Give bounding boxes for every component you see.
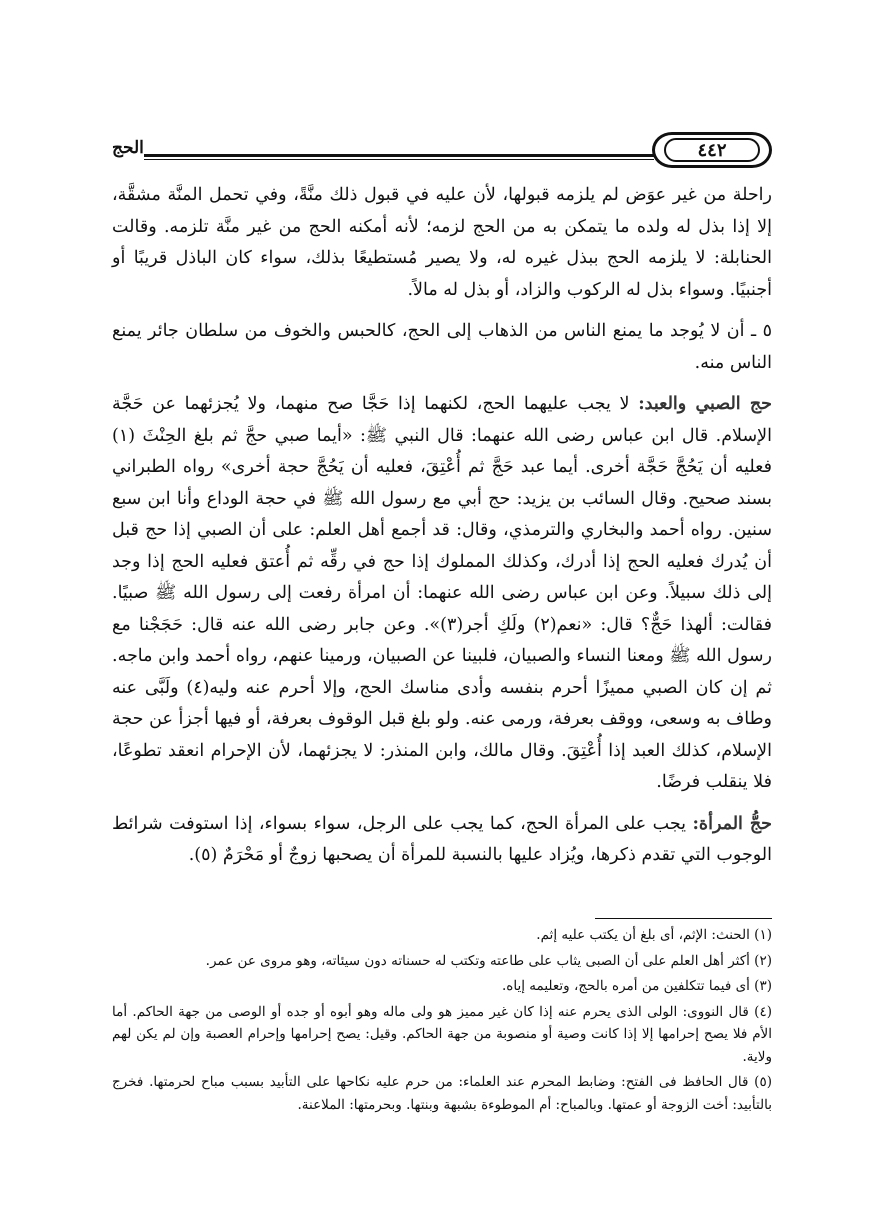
paragraph-1: راحلة من غير عوَض لم يلزمه قبولها، لأن عليه في قبول ذلك منَّةً، وفي تحمل المنَّة مشقَّة، إلا إذا بذل له ولده ما يتمكن به من الحج لزمه؛ لأنه أمكنه الحج من غير منَّة تلزمه. وقالت الحنابلة: لا يلزمه الحج ببذل غيره له، ولا يصير مُستطيعًا بذلك، سواء كان الباذل قريبًا أو أجنبيًا. وسواء بذل له الركوب والزاد، أو بذل له مالاً. bbox=[112, 185, 772, 300]
page-number-badge bbox=[652, 132, 772, 168]
footnotes bbox=[112, 924, 772, 1119]
page-header bbox=[112, 132, 772, 172]
section-heading-woman: حجُّ المرأة: bbox=[692, 813, 772, 834]
footnote-3: (٣) أى فيما تتكلفين من أمره بالحج، وتعليمه إياه. bbox=[502, 978, 772, 994]
header-rule bbox=[144, 154, 654, 157]
section-heading-child-slave: حج الصبي والعبد: bbox=[638, 394, 772, 414]
footnote-1: (١) الحنث: الإثم، أى بلغ أن يكتب عليه إثم. bbox=[536, 927, 772, 943]
footnote-separator bbox=[595, 918, 772, 919]
main-text bbox=[112, 180, 772, 882]
paragraph-3-text: لا يجب عليهما الحج، لكنهما إذا حَجَّا صح منهما، ولا يُجزئهما عن حَجَّة الإسلام. قال ابن عباس رضى الله عنهما: قال النبي ﷺ: «أيما صبي حجَّ ثم بلغ الحِنْثَ (١) فعليه أن يَحُجَّ حَجَّة أخرى. أيما عبد حَجَّ ثم أُعْتِقَ، فعليه أن يَحُجَّ حجة أخرى» رواه الطبراني بسند صحيح. وقال السائب بن يزيد: حج أبي مع رسول الله ﷺ في حجة الوداع وأنا ابن سبع سنين. رواه أحمد والبخاري والترمذي، وقال: قد أجمع أهل العلم: على أن الصبي إذا حج قبل أن يُدرك فعليه الحج إذا أدرك، وكذلك المملوك إذا حج في رقِّه ثم أُعتق فعليه الحج إذا وجد إلى ذلك سبيلاً. وعن ابن عباس رضى الله عنهما: أن امرأة رفعت إلى رسول الله ﷺ صبيًا. فقالت: ألهذا حَجٌّ؟ قال: «نعم(٢) ولَكِ أجر(٣)». وعن جابر رضى الله عنه قال: حَجَجْنا مع رسول الله ﷺ ومعنا النساء والصبيان، فلبينا عن الصبيان، ورمينا عنهم، رواه أحمد وابن ماجه. ثم إن كان الصبي مميزًا أحرم بنفسه وأدى مناسك الحج، وإلا أحرم عنه وليه(٤) ولَبَّى عنه وطاف به وسعى، ووقف بعرفة، ورمى عنه. ولو بلغ قبل الوقوف بعرفة، أو فيها أجزأ عن حجة الإسلام، كذلك العبد إذا أُعْتِقَ. وقال مالك، وابن المنذر: لا يجزئهما، لأن الإحرام انعقد تطوعًا، فلا ينقلب فرضًا. bbox=[112, 394, 772, 792]
footnote-2: (٢) أكثر أهل العلم على أن الصبى يثاب على طاعته وتكتب له حسناته دون سيئاته، وهو مروى عن عمر. bbox=[205, 952, 772, 969]
paragraph-4 bbox=[112, 809, 772, 872]
footnote-5: (٥) قال الحافظ فى الفتح: وضابط المحرم عند العلماء: من حرم عليه نكاحها على التأبيد بسبب مباح لحرمتها. فخرج بالتأبيد: أخت الزوجة أو عمتها. وبالمباح: أم الموطوءة بشبهة وبنتها. وبحرمتها: الملاعنة. bbox=[112, 1074, 772, 1113]
footnote-4: (٤) قال النووى: الولى الذى يحرم عنه إذا كان غير مميز هو ولى ماله وهو أبوه أو جده أو الوصى من جهة الحاكم. أما الأم فلا يصح إحرامها إلا إذا كانت وصية أو منصوبة من جهة الحاكم. وقيل: يصح إحرامها وإحرام العصبة وإن لم يكن لهم ولاية. bbox=[112, 1003, 772, 1065]
paragraph-2: ٥ ـ أن لا يُوجد ما يمنع الناس من الذهاب إلى الحج، كالحبس والخوف من سلطان جائر يمنع الناس منه. bbox=[112, 321, 772, 373]
running-title: الحج bbox=[112, 138, 144, 158]
page-number: ٤٤٢ bbox=[664, 138, 760, 162]
paragraph-3 bbox=[112, 389, 772, 799]
paragraph-4-text: يجب على المرأة الحج، كما يجب على الرجل، سواء بسواء، إذا استوفت شرائط الوجوب التي تقدم ذكرها، ويُزاد عليها بالنسبة للمرأة أن يصحبها زوجٌ أو مَحْرَمٌ (٥). bbox=[112, 813, 772, 865]
header-rule-thin bbox=[144, 159, 654, 160]
